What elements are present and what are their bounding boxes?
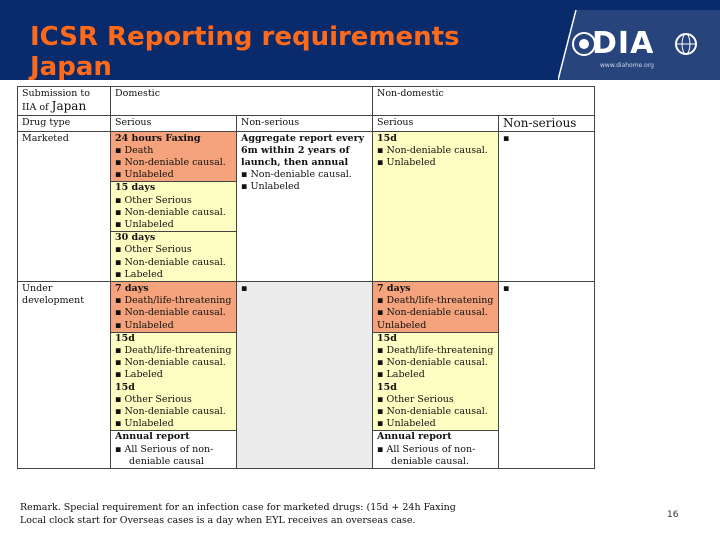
logo-url: www.diahome.org: [600, 62, 654, 69]
dia-logo: [558, 10, 720, 80]
marketed-nonserious-cell: Aggregate report every 6m within 2 years of launch, then annual ▪ Non-deniable causal. ▪ Unlabeled: [237, 131, 373, 281]
dev-nd-annual-block: Annual report ▪ All Serious of non- deniable causal.: [373, 430, 498, 468]
requirements-table: [17, 86, 595, 469]
dev-nd-serious-cell: 7 days ▪ Death/life-threatening ▪ Non-deniable causal. Unlabeled 15d ▪ Death/life-threatening ▪ Non-deniable causal. ▪ Labeled 15d ▪ Other Serious ▪ Non-deniable causal. ▪ Unlabeled Annual report ▪ All Serious of non- deniable causal.: [373, 282, 499, 469]
table-row-under-development: [18, 282, 595, 469]
dev-15d-a-block: 15d ▪ Death/life-threatening ▪ Non-deniable causal. ▪ Labeled 15d ▪ Other Serious ▪ Non-deniable causal. ▪ Unlabeled: [111, 332, 236, 431]
slide-title: [30, 22, 550, 80]
logo-text: DIA: [592, 26, 655, 61]
remark-line2: Local clock start for Overseas cases is a day when EYL receives an overseas case.: [20, 514, 416, 526]
table-row: [18, 116, 595, 131]
drug-type-header: Drug type: [18, 116, 111, 131]
table-row-marketed: [18, 131, 595, 281]
non-serious-header: Non-serious: [237, 116, 373, 131]
page-number: 16: [667, 510, 679, 520]
marketed-15d-block: 15 days ▪ Other Serious ▪ Non-deniable causal. ▪ Unlabeled: [111, 181, 236, 231]
marketed-nd-serious-cell: 15d ▪ Non-deniable causal. ▪ Unlabeled: [373, 131, 499, 281]
non-domestic-header: Non-domestic: [373, 87, 595, 116]
marketed-30d-block: 30 days ▪ Other Serious ▪ Non-deniable causal. ▪ Labeled: [111, 231, 236, 281]
marketed-serious-cell: 24 hours Faxing ▪ Death ▪ Non-deniable causal. ▪ Unlabeled 15 days ▪ Other Serious ▪ Non-deniable causal. ▪ Unlabeled 30 days ▪ Other Serious ▪ Non-deniable causal. ▪ Labeled: [111, 131, 237, 281]
slide-title-line2: Japan: [30, 52, 112, 80]
dev-annual-block: Annual report ▪ All Serious of non- deniable causal: [111, 430, 236, 468]
dev-serious-cell: 7 days ▪ Death/life-threatening ▪ Non-deniable causal. ▪ Unlabeled 15d ▪ Death/life-threatening ▪ Non-deniable causal. ▪ Labeled 15d ▪ Other Serious ▪ Non-deniable causal. ▪ Unlabeled Annual report ▪ All Serious of non- deniable causal: [111, 282, 237, 469]
slide-title-line1: ICSR Reporting requirements: [30, 22, 460, 52]
submission-header: Submission to IIA of Japan: [18, 87, 111, 116]
serious-header: Serious: [111, 116, 237, 131]
under-development-label: Under development: [18, 282, 111, 469]
serious-nd-header: Serious: [373, 116, 499, 131]
remark-line1: Remark. Special requirement for an infection case for marketed drugs: (15d + 24h Faxing: [20, 502, 456, 513]
marketed-label: Marketed: [18, 131, 111, 281]
table-row: [18, 87, 595, 116]
dev-nd-15d-block: 15d ▪ Death/life-threatening ▪ Non-deniable causal. ▪ Labeled 15d ▪ Other Serious ▪ Non-deniable causal. ▪ Unlabeled: [373, 332, 498, 431]
dev-nd-nonserious-cell: ▪: [499, 282, 595, 469]
domestic-header: Domestic: [111, 87, 373, 116]
remark-note: [20, 502, 456, 527]
slide-header: [0, 0, 720, 80]
non-serious-nd-header: Non-serious: [499, 116, 595, 131]
marketed-nd-nonserious-cell: ▪: [499, 131, 595, 281]
dev-nonserious-cell: ▪: [237, 282, 373, 469]
